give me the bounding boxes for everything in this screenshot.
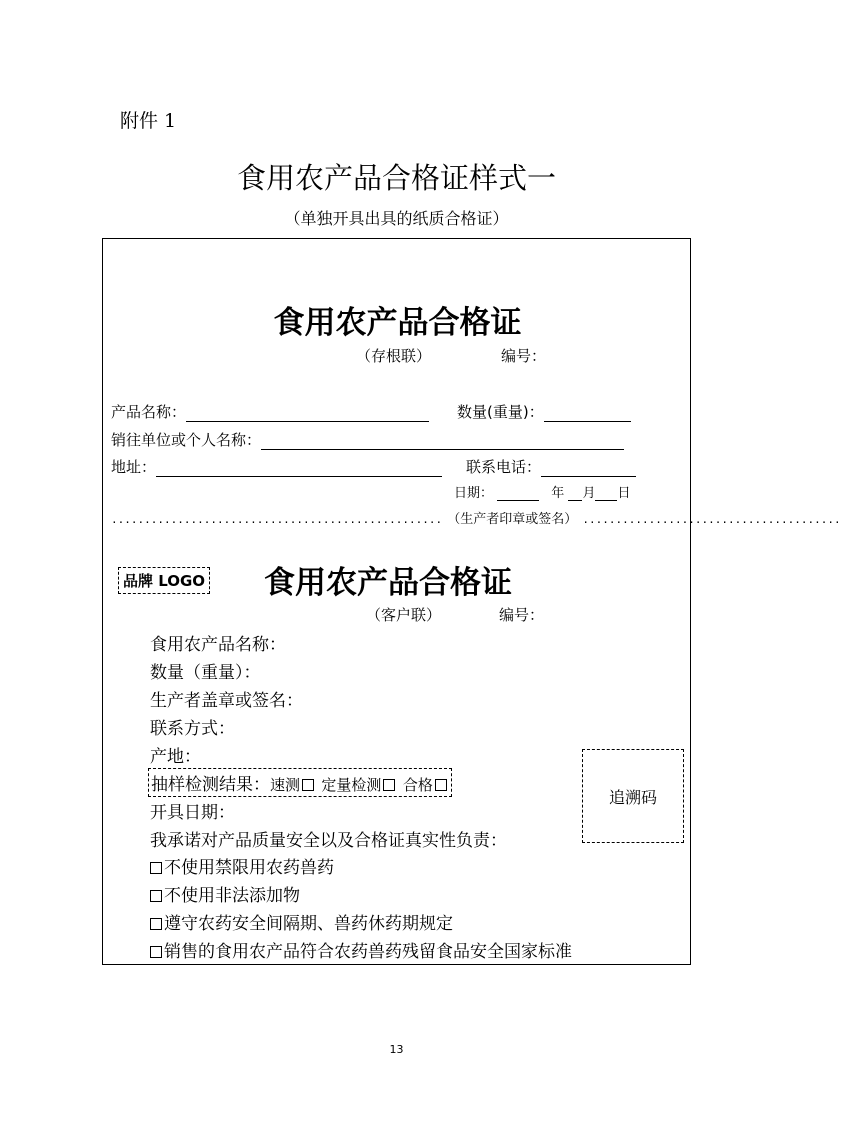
stub-quantity-row: [457, 401, 631, 422]
stub-month-input[interactable]: [568, 487, 582, 501]
trace-code-label: 追溯码: [608, 787, 657, 807]
qualified-label: 合格: [402, 776, 433, 794]
stub-seal-row: [111, 508, 841, 527]
stub-product-name-row: [111, 401, 429, 422]
quant-test-label: 定量检测: [321, 776, 382, 794]
promise-checkbox[interactable]: [150, 890, 162, 902]
quant-test-checkbox[interactable]: [383, 779, 395, 791]
stub-recipient-row: [111, 429, 624, 450]
client-product-name-label: 食用农产品名称：: [150, 635, 286, 655]
attachment-label: 附件 1: [120, 110, 177, 132]
stub-phone-row: [466, 456, 636, 477]
stub-title: 食用农产品合格证: [273, 305, 522, 341]
promise-text: 不使用禁限用农药兽药: [164, 858, 334, 878]
promise-item: [150, 909, 453, 934]
promise-text: 不使用非法添加物: [164, 886, 300, 906]
brand-logo-placeholder: 品牌 LOGO: [118, 567, 210, 594]
stub-phone-label: 联系电话：: [466, 458, 542, 476]
stub-quantity-label: 数量(重量)：: [457, 403, 544, 421]
stub-address-input[interactable]: [156, 460, 442, 477]
client-producer-seal-label: 生产者盖章或签名：: [150, 691, 303, 711]
stub-seal-dots-right: .......................................: [582, 513, 841, 526]
client-issue-date-label: 开具日期：: [150, 803, 235, 823]
promise-item: [150, 881, 300, 906]
rapid-test-label: 速测: [270, 776, 301, 794]
stub-serial-label: 编号：: [501, 347, 547, 365]
stub-date-label: 日期：: [454, 486, 494, 501]
sampling-label: 抽样检测结果：: [151, 775, 270, 795]
sampling-results-row: [148, 768, 452, 797]
promise-text: 销售的食用农产品符合农药兽药残留食品安全国家标准: [164, 942, 572, 962]
promise-text: 遵守农药安全间隔期、兽药休药期规定: [164, 914, 453, 934]
promise-checkbox[interactable]: [150, 946, 162, 958]
promise-checkbox[interactable]: [150, 918, 162, 930]
stub-year-input[interactable]: [497, 487, 539, 501]
stub-month-label: 月: [582, 486, 596, 501]
client-title: 食用农产品合格证: [264, 565, 512, 601]
certificate-form: [102, 238, 841, 965]
stub-copy-label: （存根联）: [356, 347, 432, 365]
stub-day-input[interactable]: [595, 487, 617, 501]
stub-recipient-label: 销往单位或个人名称：: [111, 431, 262, 449]
client-origin-label: 产地：: [150, 747, 201, 767]
client-quantity-label: 数量（重量）：: [150, 663, 261, 683]
promise-item: [150, 937, 572, 962]
rapid-test-checkbox[interactable]: [302, 779, 314, 791]
stub-seal-dots-left: ..................................................: [111, 513, 443, 526]
client-copy-label: （客户联）: [366, 606, 442, 624]
qualified-checkbox[interactable]: [435, 779, 447, 791]
stub-quantity-input[interactable]: [544, 405, 631, 422]
page-number: 13: [389, 1043, 404, 1056]
stub-recipient-input[interactable]: [261, 433, 624, 450]
stub-product-name-input[interactable]: [186, 405, 429, 422]
page-subtitle: （单独开具出具的纸质合格证）: [284, 209, 509, 228]
stub-phone-input[interactable]: [541, 460, 636, 477]
promise-checkbox[interactable]: [150, 862, 162, 874]
client-promise-heading: 我承诺对产品质量安全以及合格证真实性负责：: [150, 831, 507, 851]
stub-date-row: [454, 482, 630, 501]
stub-day-label: 日: [617, 486, 631, 501]
stub-address-row: [111, 456, 442, 477]
stub-year-label: 年: [551, 486, 565, 501]
page-title: 食用农产品合格证样式一: [236, 161, 556, 195]
stub-address-label: 地址：: [111, 458, 157, 476]
stub-product-name-label: 产品名称：: [111, 403, 187, 421]
stub-seal-label: （生产者印章或签名）: [447, 512, 578, 527]
client-serial-label: 编号：: [499, 606, 545, 624]
trace-code-box: [582, 749, 684, 843]
client-contact-label: 联系方式：: [150, 719, 235, 739]
promise-item: [150, 853, 334, 878]
